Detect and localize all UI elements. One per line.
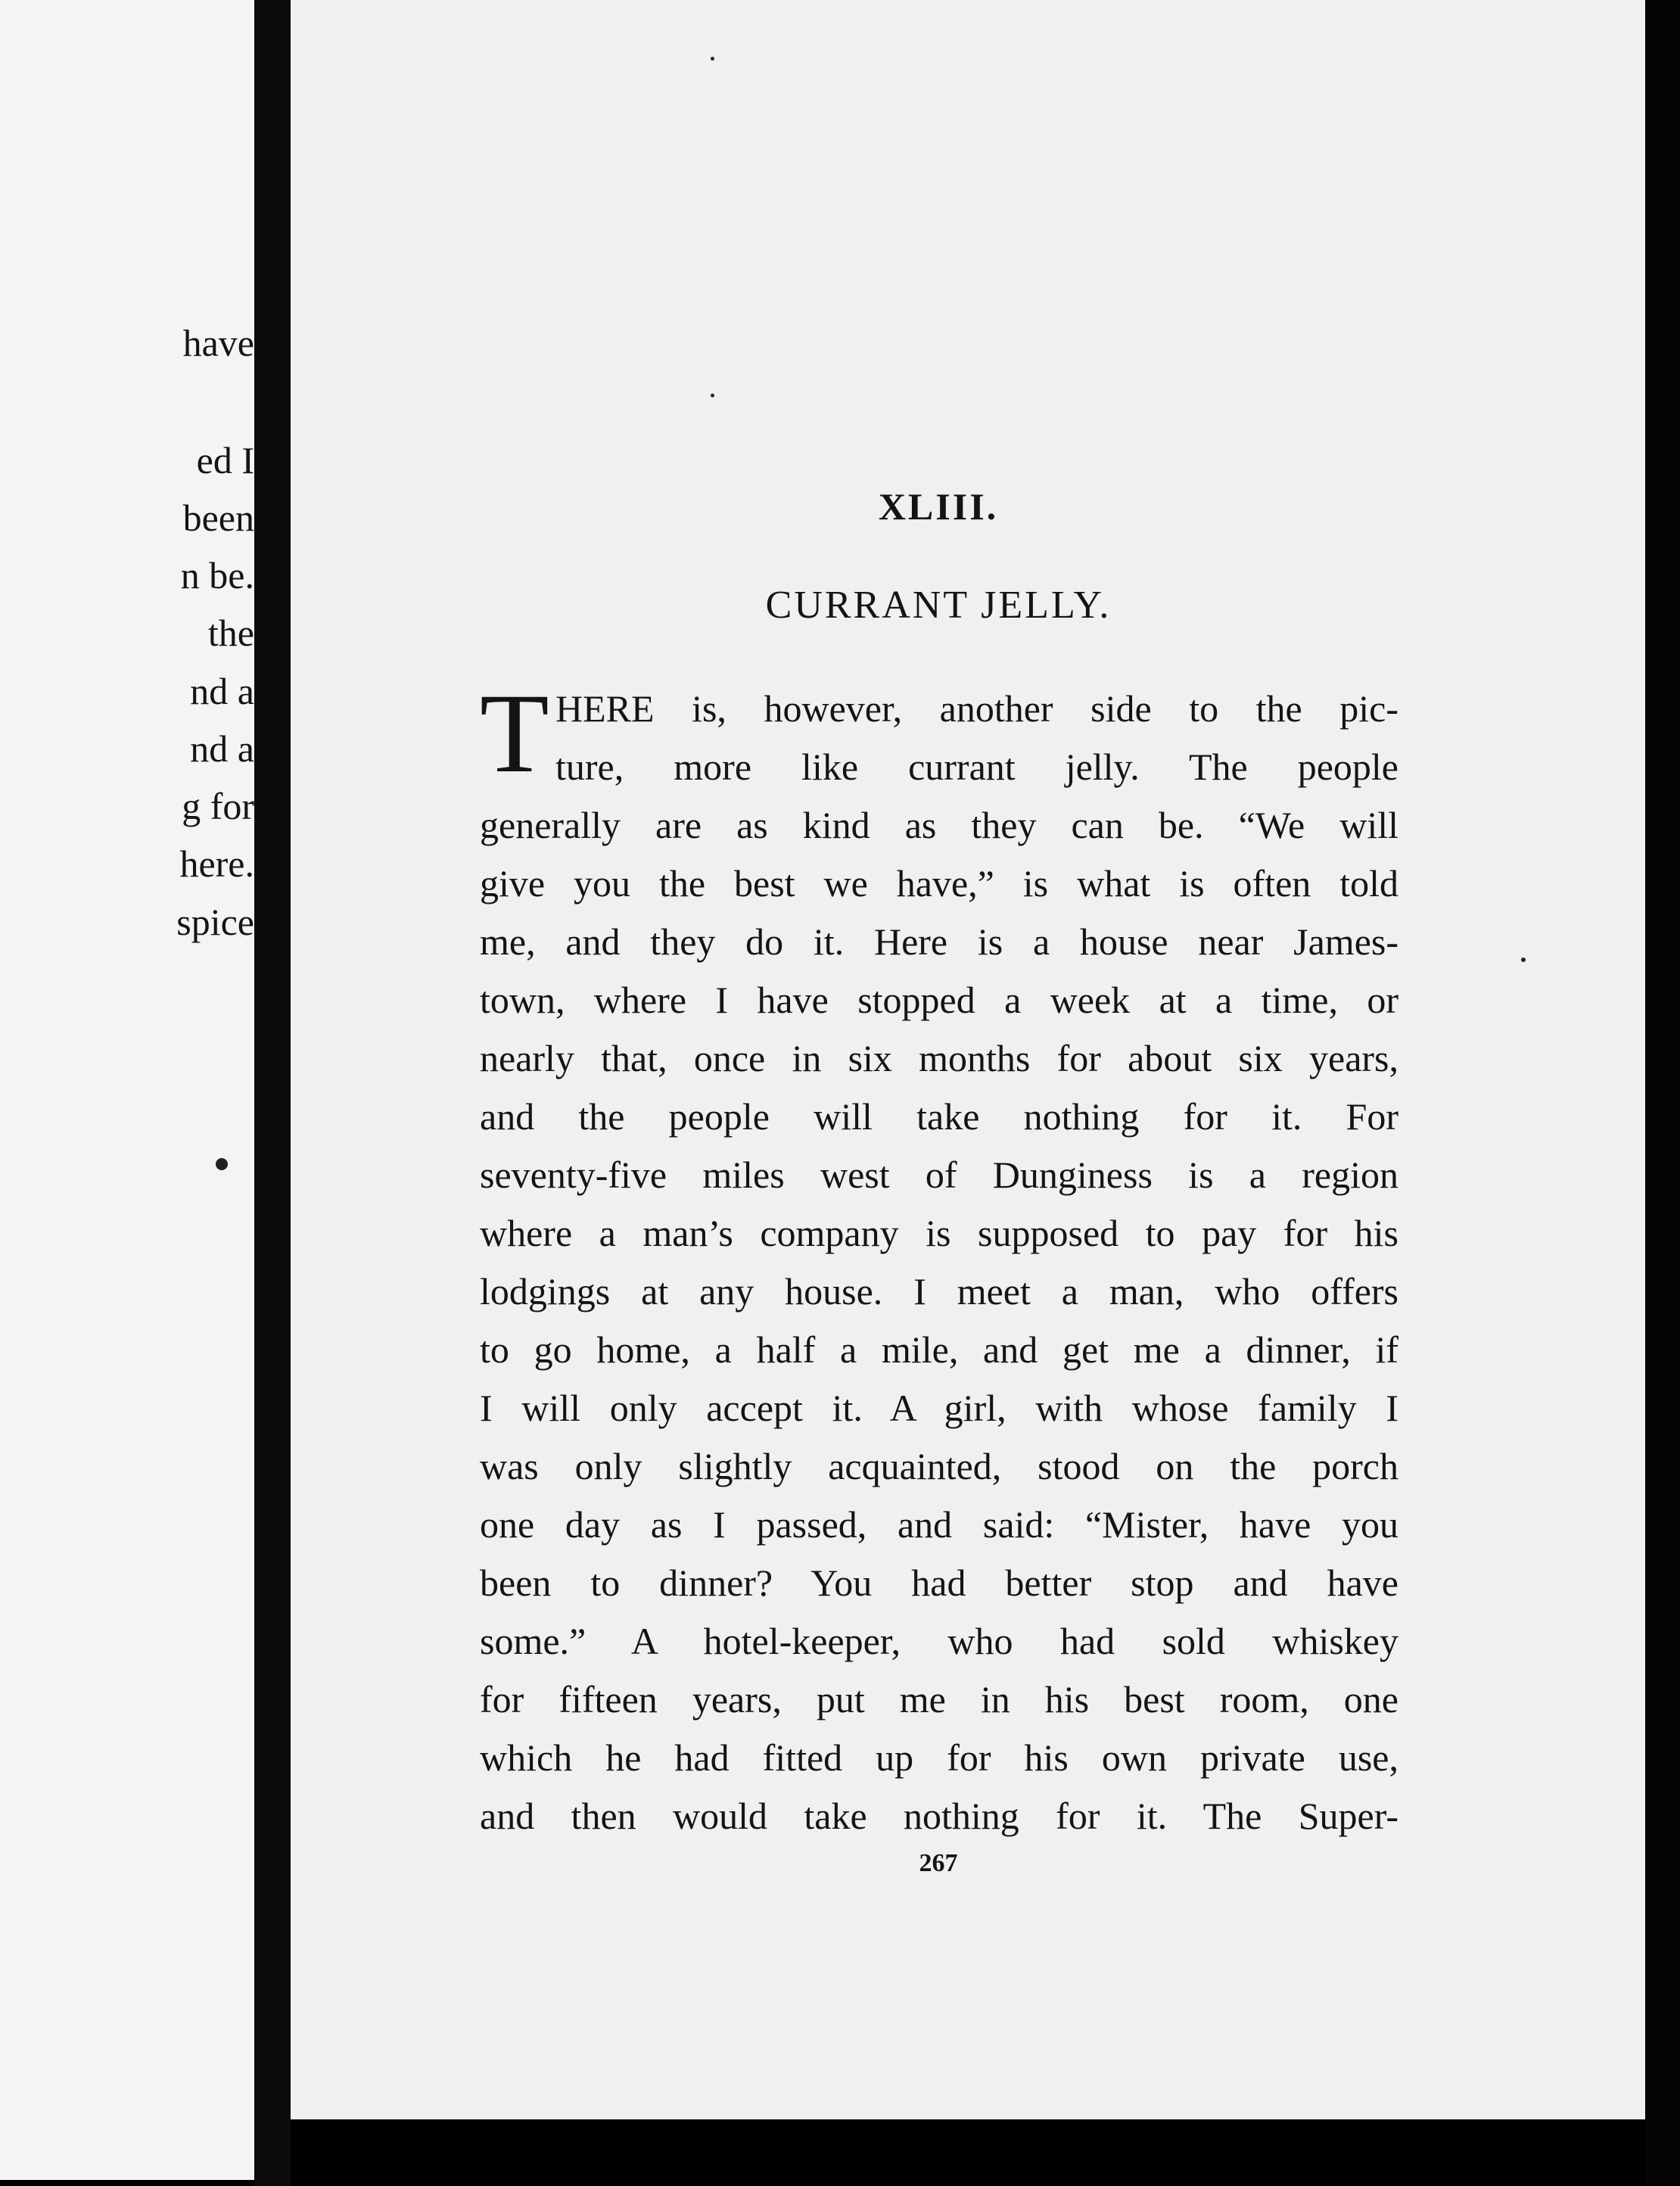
- page-number: 267: [919, 1849, 958, 1877]
- left-page-line: g for: [182, 785, 254, 827]
- body-line: lodgings at any house. I meet a man, who offers: [480, 1270, 1398, 1313]
- body-line: give you the best we have,” is what is often told: [480, 862, 1398, 905]
- body-line: to go home, a half a mile, and get me a dinner, if: [480, 1328, 1398, 1371]
- left-page-line: nd a: [190, 670, 254, 712]
- left-page-line: nd a: [190, 727, 254, 770]
- ink-speck: [711, 394, 714, 397]
- ink-speck: [1521, 958, 1526, 962]
- chapter-title: CURRANT JELLY.: [765, 584, 1112, 627]
- left-page: [0, 0, 254, 2180]
- scan-edge: [1645, 0, 1680, 2186]
- left-page-line: spice: [176, 901, 254, 943]
- body-line: I will only accept it. A girl, with whose family I: [480, 1387, 1398, 1429]
- body-line: where a man’s company is supposed to pay for his: [480, 1212, 1398, 1254]
- body-line: which he had fitted up for his own private use,: [480, 1736, 1398, 1779]
- drop-cap: T: [480, 671, 549, 796]
- book-gutter: [254, 0, 291, 2186]
- body-line: me, and they do it. Here is a house near James-: [480, 920, 1398, 963]
- body-line: and the people will take nothing for it. For: [480, 1095, 1398, 1138]
- body-line: HERE is, however, another side to the pic-: [555, 687, 1398, 730]
- body-line: ture, more like currant jelly. The people: [555, 746, 1398, 788]
- chapter-number: XLIII.: [878, 485, 999, 528]
- left-page-line: have: [182, 322, 254, 364]
- body-line: town, where I have stopped a week at a time, or: [480, 979, 1398, 1021]
- left-page-line: n be.: [180, 554, 254, 596]
- body-line: generally are as kind as they can be. “We will: [480, 804, 1398, 846]
- body-line: and then would take nothing for it. The Super-: [480, 1795, 1398, 1837]
- body-line: was only slightly acquainted, stood on the porch: [480, 1445, 1398, 1487]
- body-line: been to dinner? You had better stop and have: [480, 1562, 1398, 1604]
- left-page-line: ed I: [196, 439, 254, 481]
- ink-speck: [711, 57, 714, 61]
- body-line: nearly that, once in six months for about six years,: [480, 1037, 1398, 1079]
- body-line: one day as I passed, and said: “Mister, have you: [480, 1503, 1398, 1546]
- left-page-line: been: [182, 497, 254, 539]
- left-page-line: here.: [179, 842, 254, 885]
- body-line: for fifteen years, put me in his best room, one: [480, 1678, 1398, 1720]
- left-page-line: the: [207, 612, 254, 654]
- chapter-body: [480, 671, 1398, 1845]
- body-line: some.” A hotel-keeper, who had sold whiskey: [480, 1620, 1398, 1662]
- ink-spot: [216, 1158, 228, 1170]
- body-line: seventy-five miles west of Dunginess is a region: [480, 1154, 1398, 1196]
